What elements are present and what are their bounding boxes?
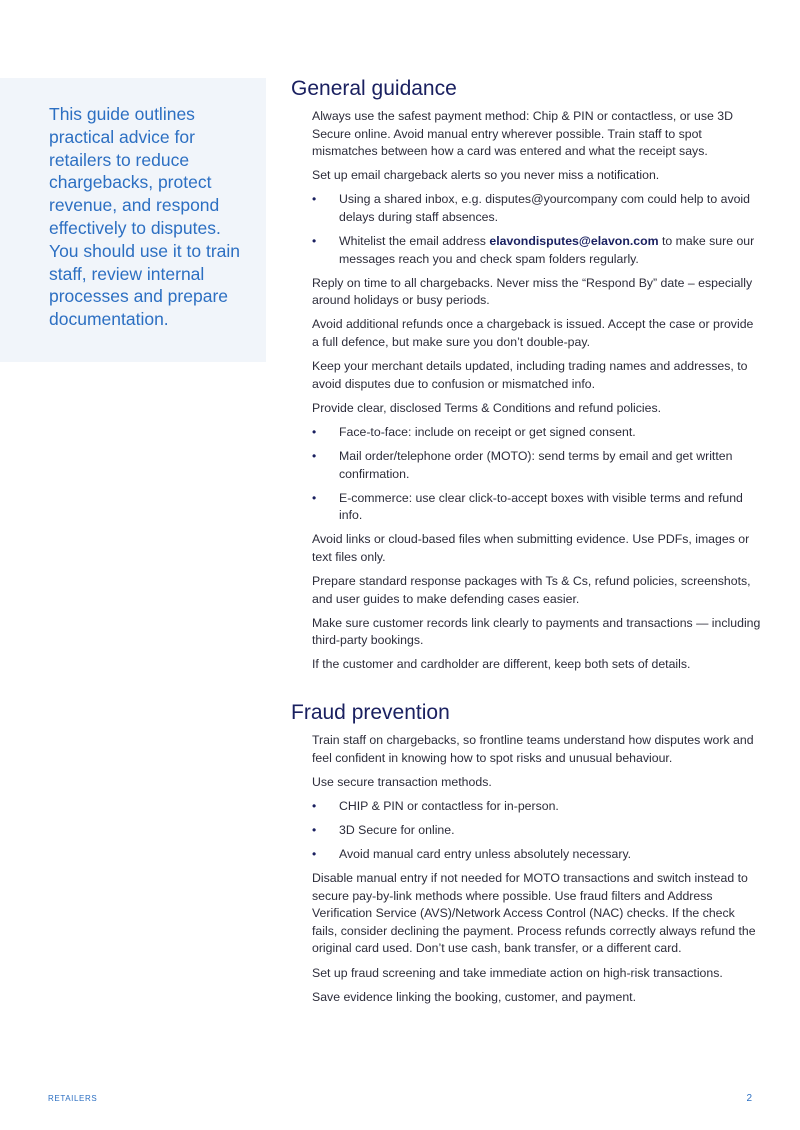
list-item	[312, 233, 761, 268]
general-guidance-heading: General guidance	[291, 77, 457, 100]
methods-list	[312, 798, 761, 864]
bullet-icon: •	[312, 847, 317, 861]
list-item	[312, 448, 761, 483]
list-item	[312, 846, 761, 864]
list-item-text: E-commerce: use clear click-to-accept boxes with visible terms and refund info.	[339, 490, 743, 523]
bullet-icon: •	[312, 798, 317, 813]
list-item-text: to make sure our messages reach you and check spam folders regularly.	[339, 234, 755, 266]
footer-section-label: RETAILERS	[48, 1094, 98, 1103]
bullet-icon: •	[312, 822, 317, 837]
list-item-text: Avoid manual card entry unless absolutely necessary.	[339, 847, 632, 861]
paragraph: Keep your merchant details updated, including trading names and addresses, to avoid disputes due to confusion or mismatched info.	[312, 359, 748, 391]
disputes-email-link[interactable]: elavondisputes@elavon.com	[489, 234, 659, 249]
intro-text: This guide outlines practical advice for retailers to reduce chargebacks, protect revenue, and respond effectively to disputes. You should use it to train staff, review internal processes and prepare documentation.	[49, 104, 241, 330]
list-item-text: Using a shared inbox, e.g. disputes@yourcompany com could help to avoid delays during staff absences.	[339, 192, 750, 224]
paragraph: Set up email chargeback alerts so you never miss a notification.	[312, 168, 660, 183]
paragraph: Avoid additional refunds once a chargeback is issued. Accept the case or provide a full defence, but make sure you don’t double-pay.	[312, 317, 754, 350]
paragraph: Provide clear, disclosed Terms & Conditions and refund policies.	[312, 400, 662, 415]
list-item	[312, 798, 761, 816]
general-guidance-section	[291, 76, 761, 674]
paragraph: Set up fraud screening and take immediate action on high-risk transactions.	[312, 965, 723, 980]
bullet-icon: •	[312, 234, 317, 249]
paragraph: Reply on time to all chargebacks. Never miss the “Respond By” date – especially around holidays or busy periods.	[312, 275, 753, 308]
list-item	[312, 822, 761, 840]
list-item-text: Face-to-face: include on receipt or get signed consent.	[339, 424, 636, 439]
list-item-text: Whitelist the email address	[339, 234, 490, 249]
bullet-icon: •	[312, 490, 317, 505]
main-content	[291, 76, 761, 1013]
paragraph: Save evidence linking the booking, customer, and payment.	[312, 989, 637, 1004]
list-item	[312, 191, 761, 226]
paragraph: Always use the safest payment method: Chip & PIN or contactless, or use 3D Secure online. Avoid manual entry wherever possible. Train staff to spot mismatches between how a card was entered and what the receipt says.	[312, 109, 734, 159]
list-item	[312, 424, 761, 442]
paragraph: Train staff on chargebacks, so frontline teams understand how disputes work and feel confident in knowing how to spot risks and unusual behaviour.	[312, 733, 754, 765]
page-number: 2	[746, 1093, 752, 1104]
bullet-icon: •	[312, 424, 317, 439]
bullet-icon: •	[312, 192, 317, 207]
fraud-prevention-heading: Fraud prevention	[291, 701, 450, 725]
alert-list	[312, 191, 761, 268]
list-item-text: Mail order/telephone order (MOTO): send terms by email and get written confirmation.	[339, 449, 733, 481]
paragraph: Prepare standard response packages with Ts & Cs, refund policies, screenshots, and user guides to make defending cases easier.	[312, 574, 751, 606]
terms-list	[312, 424, 761, 525]
list-item-text: CHIP & PIN or contactless for in-person.	[339, 798, 559, 813]
list-item-text: 3D Secure for online.	[339, 822, 455, 837]
paragraph: Make sure customer records link clearly to payments and transactions — including third-party bookings.	[312, 615, 761, 648]
list-item	[312, 490, 761, 525]
fraud-prevention-body	[291, 732, 761, 1006]
intro-panel	[0, 78, 266, 362]
bullet-icon: •	[312, 449, 317, 463]
general-guidance-body	[291, 108, 761, 674]
paragraph: Use secure transaction methods.	[312, 774, 492, 789]
paragraph: Disable manual entry if not needed for MOTO transactions and switch instead to secure pay-by-link methods where possible. Use fraud filters and Address Verification Service (AVS)/Network Access Control (NAC) checks. If the check fails, consider declining the payment. Process refunds correctly always refund the original card used. Don’t use cash, bank transfer, or a different card.	[312, 871, 756, 956]
fraud-prevention-section	[291, 700, 761, 1006]
paragraph: If the customer and cardholder are different, keep both sets of details.	[312, 657, 691, 672]
paragraph: Avoid links or cloud-based files when submitting evidence. Use PDFs, images or text files only.	[312, 532, 750, 564]
